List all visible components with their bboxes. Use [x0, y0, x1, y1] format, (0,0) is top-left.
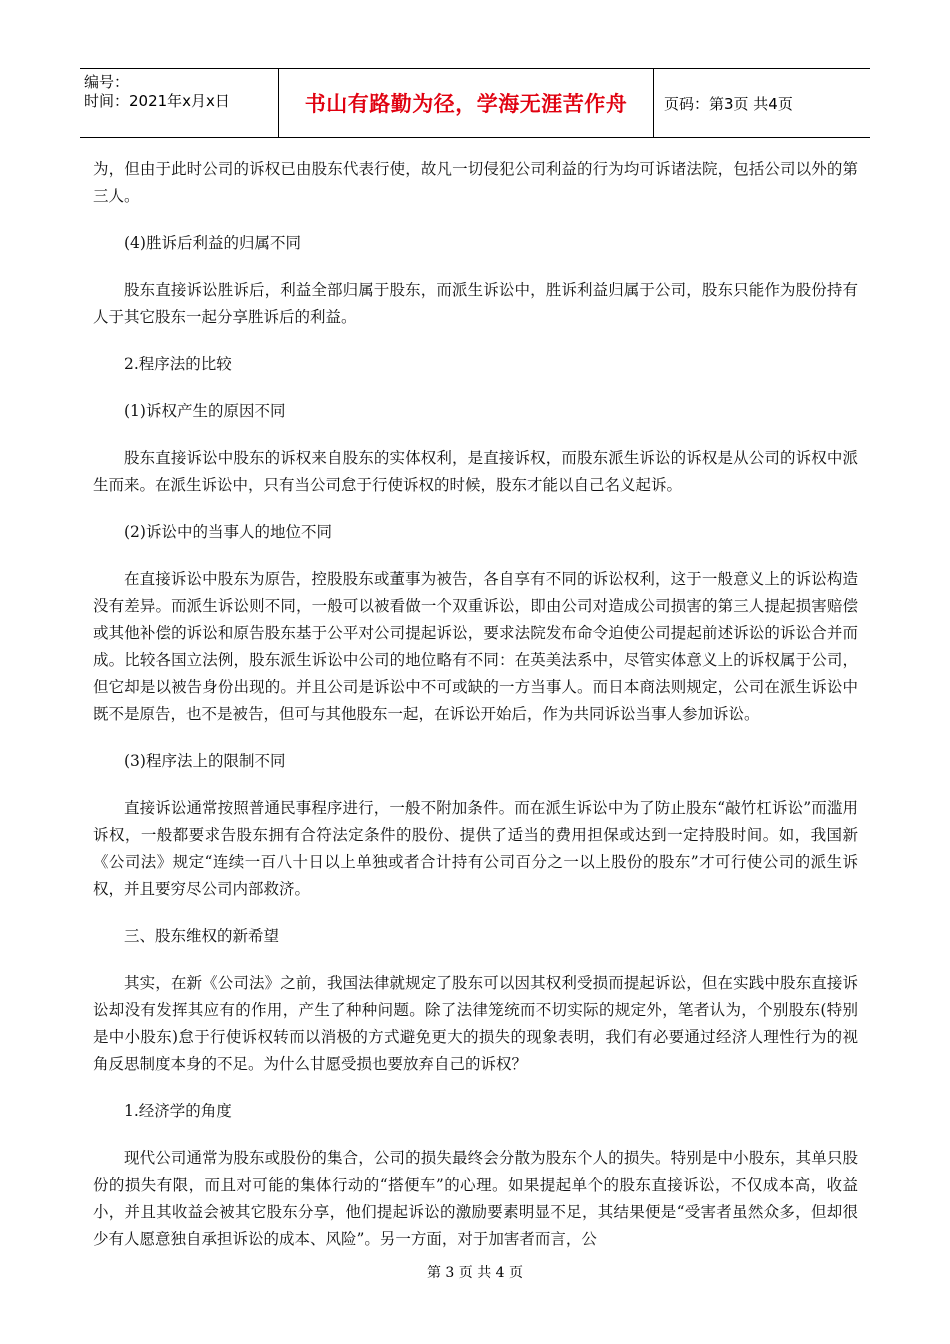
paragraph: 在直接诉讼中股东为原告，控股股东或董事为被告，各自享有不同的诉讼权利，这于一般意义上的诉讼构造没有差异。而派生诉讼则不同，一般可以被看做一个双重诉讼，即由公司对造成公司损害的第三人提起损害赔偿或其他补偿的诉讼和原告股东基于公平对公司提起诉讼，要求法院发布命令迫使公司提起前述诉讼的诉讼合并而成。比较各国立法例，股东派生诉讼中公司的地位略有不同：在英美法系中，尽管实体意义上的诉权属于公司，但它却是以被告身份出现的。并且公司是诉讼中不可或缺的一方当事人。而日本商法则规定，公司在派生诉讼中既不是原告，也不是被告，但可与其他股东一起，在诉讼开始后，作为共同诉讼当事人参加诉讼。 — [93, 570, 858, 723]
section-heading: 2.程序法的比较 — [124, 355, 232, 373]
document-date-label: 时间：2021年x月x日 — [84, 92, 230, 110]
paragraph: 现代公司通常为股东或股份的集合，公司的损失最终会分散为股东个人的损失。特别是中小股东，其单只股份的损失有限，而且对可能的集体行动的“搭便车”的心理。如果提起单个的股东直接诉讼，不仅成本高，收益小，并且其收益会被其它股东分享，他们提起诉讼的激励要素明显不足，其结果便是“受害者虽然众多，但却很少有人愿意独自承担诉讼的成本、风险”。另一方面，对于加害者而言，公 — [93, 1149, 858, 1248]
paragraph: 其实，在新《公司法》之前，我国法律就规定了股东可以因其权利受损而提起诉讼，但在实践中股东直接诉讼却没有发挥其应有的作用，产生了种种问题。除了法律笼统而不切实际的规定外，笔者认为，个别股东(特别是中小股东)怠于行使诉权转而以消极的方式避免更大的损失的现象表明，我们有必要通过经济人理性行为的视角反思制度本身的不足。为什么甘愿受损也要放弃自己的诉权？ — [93, 974, 858, 1073]
paragraph: 直接诉讼通常按照普通民事程序进行，一般不附加条件。而在派生诉讼中为了防止股东“敲竹杠诉讼”而滥用诉权，一般都要求告股东拥有合符法定条件的股份、提供了适当的费用担保或达到一定持股时间。如，我国新《公司法》规定“连续一百八十日以上单独或者合计持有公司百分之一以上股份的股东”才可行使公司的派生诉权，并且要穷尽公司内部救济。 — [93, 799, 858, 898]
section-heading: 三、股东维权的新希望 — [124, 927, 280, 945]
paragraph: 为，但由于此时公司的诉权已由股东代表行使，故凡一切侵犯公司利益的行为均可诉诸法院，包括公司以外的第三人。 — [93, 160, 858, 205]
header-meta — [80, 69, 278, 137]
subsection-heading: (1)诉权产生的原因不同 — [124, 402, 286, 420]
document-number-label: 编号： — [84, 73, 130, 91]
paragraph: 股东直接诉讼中股东的诉权来自股东的实体权利，是直接诉权，而股东派生诉讼的诉权是从公司的诉权中派生而来。在派生诉讼中，只有当公司怠于行使诉权的时候，股东才能以自己名义起诉。 — [93, 449, 858, 494]
page-footer: 第 3 页 共 4 页 — [426, 1265, 524, 1281]
page-header — [80, 68, 870, 138]
subsection-heading: (3)程序法上的限制不同 — [124, 752, 286, 770]
header-page-info: 页码：第3页 共4页 — [664, 94, 793, 113]
paragraph: 股东直接诉讼胜诉后，利益全部归属于股东，而派生诉讼中，胜诉利益归属于公司，股东只能作为股份持有人于其它股东一起分享胜诉后的利益。 — [93, 281, 858, 326]
section-heading: 1.经济学的角度 — [124, 1102, 232, 1120]
subsection-heading: (2)诉讼中的当事人的地位不同 — [124, 523, 332, 541]
subsection-heading: (4)胜诉后利益的归属不同 — [124, 234, 301, 252]
document-body — [93, 156, 858, 1253]
header-motto: 书山有路勤为径，学海无涯苦作舟 — [278, 69, 654, 137]
